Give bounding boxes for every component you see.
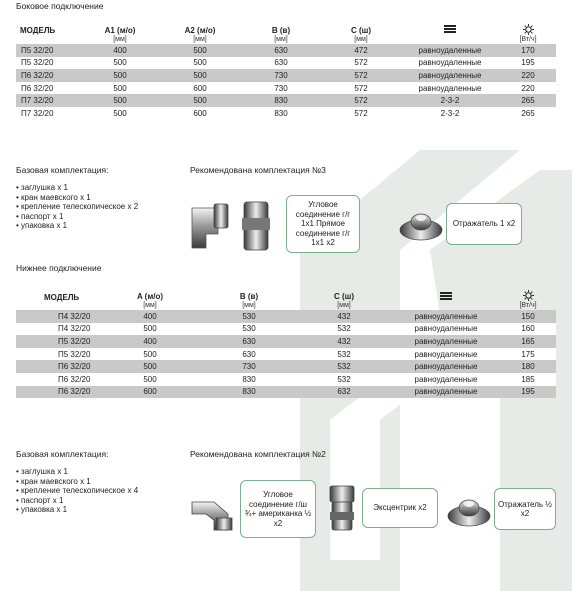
table-cell: 530 [202, 310, 296, 323]
table-cell: 400 [80, 44, 160, 57]
list-item: • кран маевского x 1 [16, 193, 138, 203]
table-row [16, 373, 556, 386]
table-cell: П7 32/20 [16, 94, 80, 107]
table-cell: 195 [500, 386, 556, 399]
table-cell: 600 [160, 82, 240, 95]
table-cell: 400 [98, 310, 202, 323]
table-cell: 830 [240, 107, 322, 120]
table-cell: равноудаленные [392, 348, 500, 361]
list-item: • упаковка x 1 [16, 505, 138, 515]
table-cell: 730 [240, 82, 322, 95]
table-cell: равноудаленные [392, 360, 500, 373]
table-cell: 532 [296, 373, 392, 386]
table-cell: 432 [296, 335, 392, 348]
table-cell: 500 [80, 57, 160, 70]
col-sections [400, 16, 500, 44]
table-row [16, 348, 556, 361]
table-cell: П5 32/20 [16, 335, 98, 348]
angle-fitting-image [188, 198, 278, 254]
table-cell: 600 [98, 386, 202, 399]
table-cell: 630 [202, 335, 296, 348]
col-b: B (в) [мм] [239, 292, 259, 309]
table-cell: П6 32/20 [16, 386, 98, 399]
table-row [16, 69, 556, 82]
table-cell: 220 [500, 69, 556, 82]
table-cell: 500 [80, 82, 160, 95]
eccentric-image [328, 482, 358, 534]
table-cell: равноудаленные [392, 335, 500, 348]
table-row [16, 360, 556, 373]
table-row [16, 310, 556, 323]
list-item: • крепление телескопическое x 2 [16, 202, 138, 212]
list-item: • паспорт x 1 [16, 212, 138, 222]
bottom-basic-list [16, 467, 138, 515]
table-cell: 530 [202, 323, 296, 336]
table-cell: 500 [160, 94, 240, 107]
table-cell: 500 [98, 348, 202, 361]
table-cell: равноудаленные [392, 373, 500, 386]
eccentric-box: Эксцентрик x2 [362, 488, 438, 528]
table-row [16, 323, 556, 336]
angle-union-image [190, 492, 238, 532]
table-cell: 185 [500, 373, 556, 386]
table-cell: 572 [322, 107, 400, 120]
table-cell: 2-3-2 [400, 94, 500, 107]
table-cell: 170 [500, 44, 556, 57]
table-cell: 180 [500, 360, 556, 373]
col-c: С (ш) [мм] [351, 26, 371, 43]
table-cell: 195 [500, 57, 556, 70]
list-item: • крепление телескопическое x 4 [16, 486, 138, 496]
table-cell: 265 [500, 94, 556, 107]
reflector-half-box: Отражатель ½ x2 [494, 488, 556, 530]
table-cell: 532 [296, 360, 392, 373]
bottom-connection-title: Нижнее подключение [16, 263, 102, 273]
table-cell: 630 [240, 44, 322, 57]
list-item: • заглушка x 1 [16, 467, 138, 477]
table-row [16, 57, 556, 70]
reflector-half-image [446, 494, 492, 528]
angle-union-box: Угловое соединение г/ш ¾+ американка ½ x2 [240, 480, 316, 538]
table-cell: 175 [500, 348, 556, 361]
reflector-box: Отражатель 1 x2 [446, 203, 522, 245]
table-cell: П6 32/20 [16, 373, 98, 386]
table-cell: 830 [240, 94, 322, 107]
table-cell: равноудаленные [400, 69, 500, 82]
col-b: B (в) [мм] [271, 26, 291, 43]
table-cell: 500 [160, 57, 240, 70]
col-model: МОДЕЛЬ [20, 25, 56, 35]
table-cell: равноудаленные [392, 310, 500, 323]
table-cell: 572 [322, 94, 400, 107]
table-cell: 500 [160, 44, 240, 57]
bottom-connection-table [16, 284, 556, 398]
table-cell: 632 [296, 386, 392, 399]
table-cell: 500 [80, 69, 160, 82]
table-cell: 830 [202, 373, 296, 386]
table-cell: 630 [202, 348, 296, 361]
table-cell: П5 32/20 [16, 57, 80, 70]
table-cell: 500 [98, 373, 202, 386]
table-cell: 500 [98, 360, 202, 373]
table-cell: 532 [296, 348, 392, 361]
table-cell: 500 [98, 323, 202, 336]
table-cell: 572 [322, 57, 400, 70]
table-cell: 265 [500, 107, 556, 120]
list-item: • кран маевского x 1 [16, 477, 138, 487]
table-cell: П6 32/20 [16, 69, 80, 82]
table-cell: 220 [500, 82, 556, 95]
list-item: • паспорт x 1 [16, 496, 138, 506]
col-c: С (ш) [мм] [334, 292, 354, 309]
table-cell: 600 [160, 107, 240, 120]
table-row [16, 107, 556, 120]
side-basic-title: Базовая комплектация: [16, 165, 109, 175]
table-cell: 630 [240, 57, 322, 70]
table-cell: 165 [500, 335, 556, 348]
table-cell: П5 32/20 [16, 348, 98, 361]
table-cell: равноудаленные [392, 386, 500, 399]
table-cell: 500 [160, 69, 240, 82]
table-cell: 2-3-2 [400, 107, 500, 120]
table-cell: 432 [296, 310, 392, 323]
sun-power-icon [523, 24, 534, 35]
table-row [16, 82, 556, 95]
table-row [16, 386, 556, 399]
col-power: [Вт/ч] [500, 16, 556, 44]
side-connection-table [16, 16, 556, 120]
reflector-image [398, 208, 444, 242]
col-sections [392, 284, 500, 310]
table-cell: 730 [240, 69, 322, 82]
table-row [16, 94, 556, 107]
sections-lines-icon [440, 291, 452, 302]
angle-connection-box: Угловое соединение г/г 1x1 Прямое соединение г/г 1x1 x2 [286, 195, 360, 253]
bottom-recommended-title: Рекомендована комплектация №2 [190, 449, 326, 459]
table-cell: 150 [500, 310, 556, 323]
table-cell: 472 [322, 44, 400, 57]
table-cell: 830 [202, 386, 296, 399]
table-cell: равноудаленные [400, 57, 500, 70]
table-cell: 500 [80, 94, 160, 107]
table-cell: П5 32/20 [16, 44, 80, 57]
list-item: • упаковка x 1 [16, 221, 138, 231]
table-cell: П4 32/20 [16, 310, 98, 323]
side-recommended-title: Рекомендована комплектация №3 [190, 165, 326, 175]
col-a: A (м/о) [мм] [136, 292, 164, 309]
table-cell: равноудаленные [400, 82, 500, 95]
sun-power-icon [523, 290, 534, 301]
table-row [16, 44, 556, 57]
table-cell: 730 [202, 360, 296, 373]
table-cell: равноудаленные [392, 323, 500, 336]
table-cell: П6 32/20 [16, 360, 98, 373]
col-a1: A1 (м/о) [мм] [104, 26, 136, 43]
table-cell: 572 [322, 69, 400, 82]
table-row [16, 335, 556, 348]
table-cell: П6 32/20 [16, 82, 80, 95]
list-item: • заглушка x 1 [16, 183, 138, 193]
side-basic-list [16, 183, 138, 231]
table-cell: 572 [322, 82, 400, 95]
sections-lines-icon [444, 24, 456, 35]
col-model: МОДЕЛЬ [44, 292, 80, 302]
bottom-basic-title: Базовая комплектация: [16, 449, 109, 459]
col-a2: A2 (м/о) [мм] [184, 26, 216, 43]
table-cell: 400 [98, 335, 202, 348]
table-cell: равноудаленные [400, 44, 500, 57]
col-power: [Вт/ч] [500, 284, 556, 310]
table-cell: 160 [500, 323, 556, 336]
table-cell: П7 32/20 [16, 107, 80, 120]
table-cell: 532 [296, 323, 392, 336]
table-cell: 500 [80, 107, 160, 120]
table-cell: П4 32/20 [16, 323, 98, 336]
side-connection-title: Боковое подключение [16, 1, 104, 11]
